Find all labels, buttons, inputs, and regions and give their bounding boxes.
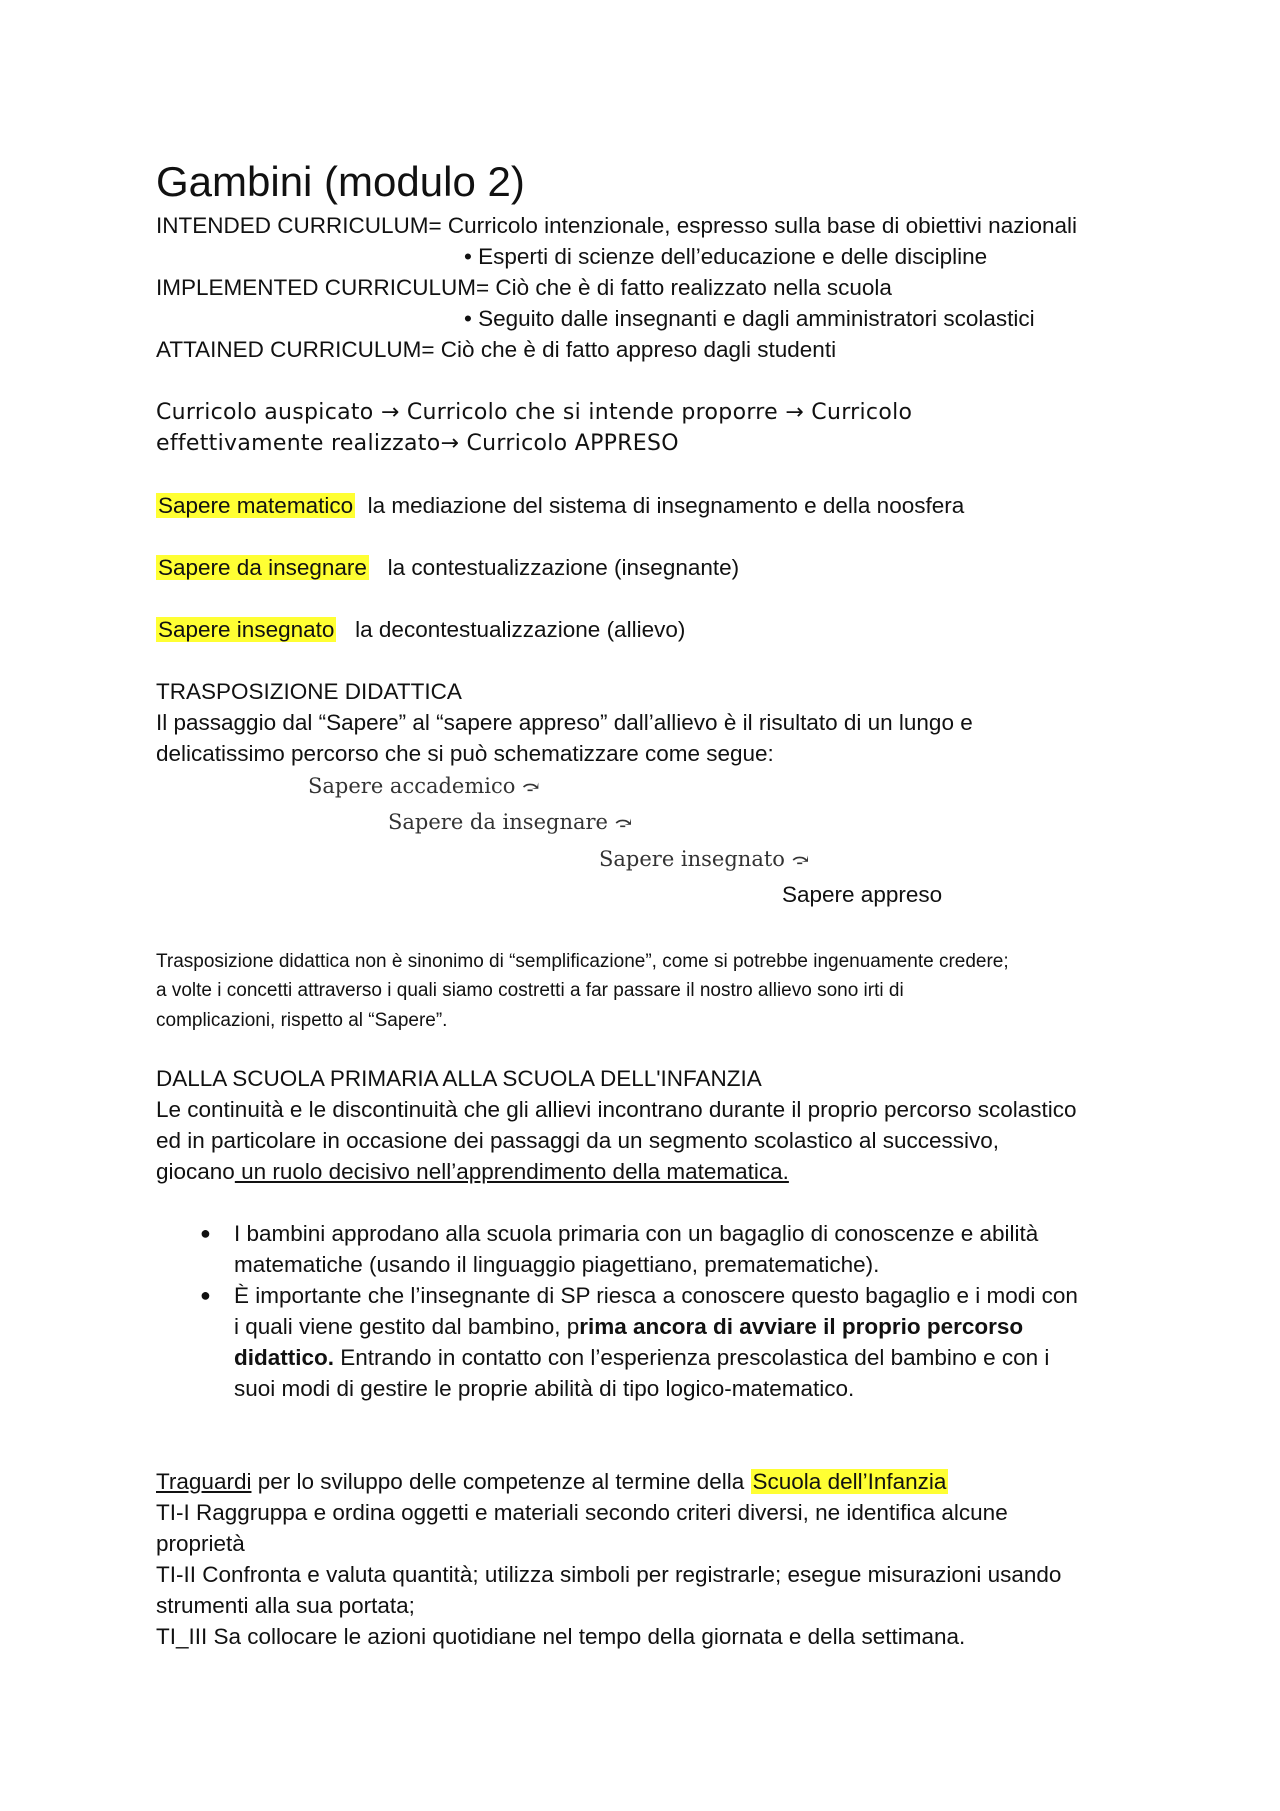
underlined-text: un ruolo decisivo nell’apprendimento della matematica. — [234, 1159, 789, 1184]
highlighted-term: Sapere matematico — [158, 493, 354, 518]
step-sapere-insegnato: Sapere insegnato ⤼ — [599, 847, 810, 871]
bullet-1-line-1: I bambini approdano alla scuola primaria con un bagaglio di conoscenze e abilità — [234, 1221, 1039, 1246]
term-description: la mediazione del sistema di insegnamento e della noosfera — [367, 493, 965, 518]
curriculum-flow-line-2: effettivamente realizzato→ Curricolo APPRESO — [156, 431, 679, 456]
highlighted-term: Scuola dell’Infanzia — [752, 1469, 947, 1494]
bullet-2-line-2 — [234, 1311, 1023, 1342]
heading-text: per lo sviluppo delle competenze al termine della — [251, 1469, 751, 1494]
traguardo-2-line-2: strumenti alla sua portata; — [156, 1593, 415, 1618]
bullet-2-line-4: suoi modi di gestire le proprie abilità di tipo logico-matematico. — [234, 1376, 855, 1401]
scuola-paragraph-line-2: ed in particolare in occasione dei passaggi da un segmento scolastico al successivo, — [156, 1128, 999, 1153]
bullet-2-line-1: È importante che l’insegnante di SP riesca a conoscere questo bagaglio e i modi con — [234, 1283, 1078, 1308]
traguardo-2-line-1: TI-II Confronta e valuta quantità; utilizza simboli per registrarle; esegue misurazioni usando — [156, 1562, 1062, 1587]
highlighted-term: Sapere insegnato — [158, 617, 335, 642]
paragraph-text: giocano — [156, 1159, 235, 1184]
bullet-dot: ● — [200, 1285, 211, 1305]
implemented-curriculum: IMPLEMENTED CURRICULUM= Ciò che è di fatto realizzato nella scuola — [156, 275, 892, 300]
bold-text: didattico. — [234, 1345, 334, 1370]
term-description: la decontestualizzazione (allievo) — [355, 617, 686, 642]
implemented-sub-bullet: • Seguito dalle insegnanti e dagli amministratori scolastici — [464, 306, 1035, 331]
sapere-row-insegnato — [156, 614, 685, 645]
trasposizione-paragraph-line-1: Il passaggio dal “Sapere” al “sapere appreso” dall’allievo è il risultato di un lungo e — [156, 710, 973, 735]
step-sapere-appreso: Sapere appreso — [782, 882, 943, 907]
bullet-text: i quali viene gestito dal bambino, p — [234, 1314, 580, 1339]
underlined-text: Traguardi — [156, 1469, 252, 1494]
highlighted-term: Sapere da insegnare — [158, 555, 367, 580]
bullet-2-line-3 — [234, 1342, 1049, 1373]
intended-sub-bullet: • Esperti di scienze dell’educazione e delle discipline — [464, 244, 988, 269]
scuola-paragraph-line-1: Le continuità e le discontinuità che gli allievi incontrano durante il proprio percorso scolastico — [156, 1097, 1077, 1122]
bullet-dot: ● — [200, 1223, 211, 1243]
step-sapere-da-insegnare: Sapere da insegnare ⤼ — [388, 810, 633, 834]
attained-curriculum: ATTAINED CURRICULUM= Ciò che è di fatto appreso dagli studenti — [156, 337, 837, 362]
trasposizione-note-line-2: a volte i concetti attraverso i quali siamo costretti a far passare il nostro allievo sono irti di — [156, 980, 904, 1001]
bullet-1-line-2: matematiche (usando il linguaggio piagettiano, prematematiche). — [234, 1252, 880, 1277]
trasposizione-note-line-3: complicazioni, rispetto al “Sapere”. — [156, 1010, 448, 1031]
term-description: la contestualizzazione (insegnante) — [387, 555, 740, 580]
trasposizione-paragraph-line-2: delicatissimo percorso che si può schematizzare come segue: — [156, 741, 774, 766]
trasposizione-heading: TRASPOSIZIONE DIDATTICA — [156, 679, 462, 704]
step-sapere-accademico: Sapere accademico ⤼ — [308, 774, 540, 798]
page-title: Gambini (modulo 2) — [156, 158, 525, 205]
sapere-row-da-insegnare — [156, 552, 739, 583]
traguardo-1-line-1: TI-I Raggruppa e ordina oggetti e materiali secondo criteri diversi, ne identifica alcune — [156, 1500, 1008, 1525]
intended-curriculum: INTENDED CURRICULUM= Curricolo intenzionale, espresso sulla base di obiettivi nazionali — [156, 213, 1077, 238]
scuola-heading: DALLA SCUOLA PRIMARIA ALLA SCUOLA DELL'INFANZIA — [156, 1066, 762, 1091]
scuola-paragraph-line-3 — [156, 1156, 789, 1187]
traguardo-3: TI_III Sa collocare le azioni quotidiane nel tempo della giornata e della settimana. — [156, 1624, 966, 1649]
traguardo-1-line-2: proprietà — [156, 1531, 245, 1556]
traguardi-heading — [156, 1466, 948, 1497]
curriculum-flow-line-1: Curricolo auspicato → Curricolo che si intende proporre → Curricolo — [156, 400, 913, 425]
trasposizione-note-line-1: Trasposizione didattica non è sinonimo di “semplificazione”, come si potrebbe ingenuamente credere; — [156, 951, 1009, 972]
bullet-text: Entrando in contatto con l’esperienza prescolastica del bambino e con i — [334, 1345, 1050, 1370]
sapere-row-matematico — [156, 490, 964, 521]
bold-text: rima ancora di avviare il proprio percorso — [579, 1314, 1024, 1339]
